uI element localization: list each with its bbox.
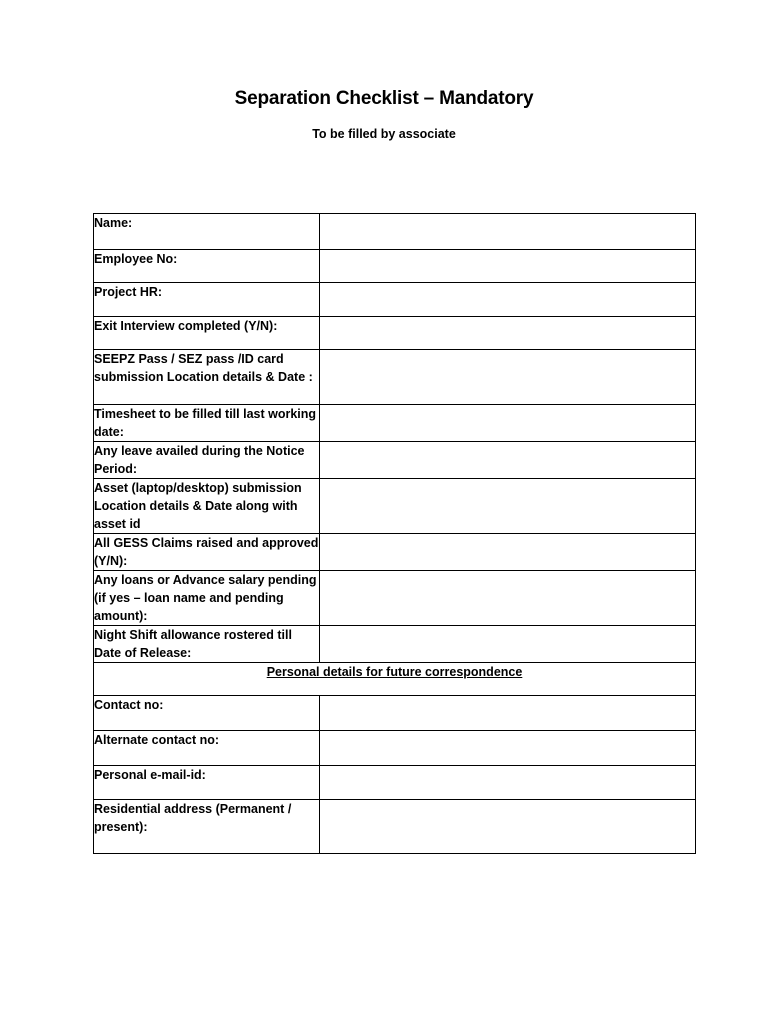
table-row-alternate-contact [94, 731, 696, 766]
row-label-leave-availed: Any leave availed during the Notice Period: [94, 442, 320, 479]
table-row-contact-no [94, 696, 696, 731]
asset-submission-field[interactable] [320, 479, 696, 534]
project-hr-field[interactable] [320, 283, 696, 317]
gess-claims-field[interactable] [320, 534, 696, 571]
personal-email-field[interactable] [320, 766, 696, 800]
table-row-leave-availed [94, 442, 696, 479]
table-row-personal-email [94, 766, 696, 800]
table-row-name [94, 214, 696, 250]
seepz-pass-field[interactable] [320, 350, 696, 405]
section-header-row [94, 663, 696, 696]
loans-field[interactable] [320, 571, 696, 626]
row-label-name: Name: [94, 214, 320, 250]
personal-details-heading-text: Personal details for future correspondence [266, 665, 523, 679]
leave-availed-field[interactable] [320, 442, 696, 479]
row-label-contact-no: Contact no: [94, 696, 320, 731]
personal-details-heading [94, 663, 696, 696]
table-row-exit-interview [94, 317, 696, 350]
row-label-gess-claims: All GESS Claims raised and approved (Y/N): [94, 534, 320, 571]
contact-no-field[interactable] [320, 696, 696, 731]
alternate-contact-field[interactable] [320, 731, 696, 766]
row-label-timesheet: Timesheet to be filled till last working date: [94, 405, 320, 442]
timesheet-field[interactable] [320, 405, 696, 442]
row-label-loans: Any loans or Advance salary pending (if yes – loan name and pending amount): [94, 571, 320, 626]
row-label-alternate-contact: Alternate contact no: [94, 731, 320, 766]
name-field[interactable] [320, 214, 696, 250]
exit-interview-field[interactable] [320, 317, 696, 350]
table-row-project-hr [94, 283, 696, 317]
residential-address-field[interactable] [320, 800, 696, 854]
page-title: Separation Checklist – Mandatory [234, 88, 534, 109]
row-label-seepz-pass: SEEPZ Pass / SEZ pass /ID card submission Location details & Date : [94, 350, 320, 405]
row-label-employee-no: Employee No: [94, 250, 320, 283]
employee-no-field[interactable] [320, 250, 696, 283]
table-row-seepz-pass [94, 350, 696, 405]
table-row-loans [94, 571, 696, 626]
table-row-asset-submission [94, 479, 696, 534]
page-subtitle: To be filled by associate [312, 127, 456, 141]
table-row-night-shift [94, 626, 696, 663]
table-row-residential-address [94, 800, 696, 854]
row-label-asset-submission: Asset (laptop/desktop) submission Location details & Date along with asset id [94, 479, 320, 534]
row-label-residential-address: Residential address (Permanent / present): [94, 800, 320, 854]
table-row-timesheet [94, 405, 696, 442]
row-label-night-shift: Night Shift allowance rostered till Date of Release: [94, 626, 320, 663]
table-row-employee-no [94, 250, 696, 283]
separation-checklist-table [93, 213, 696, 854]
row-label-exit-interview: Exit Interview completed (Y/N): [94, 317, 320, 350]
row-label-project-hr: Project HR: [94, 283, 320, 317]
row-label-personal-email: Personal e-mail-id: [94, 766, 320, 800]
night-shift-field[interactable] [320, 626, 696, 663]
table-row-gess-claims [94, 534, 696, 571]
